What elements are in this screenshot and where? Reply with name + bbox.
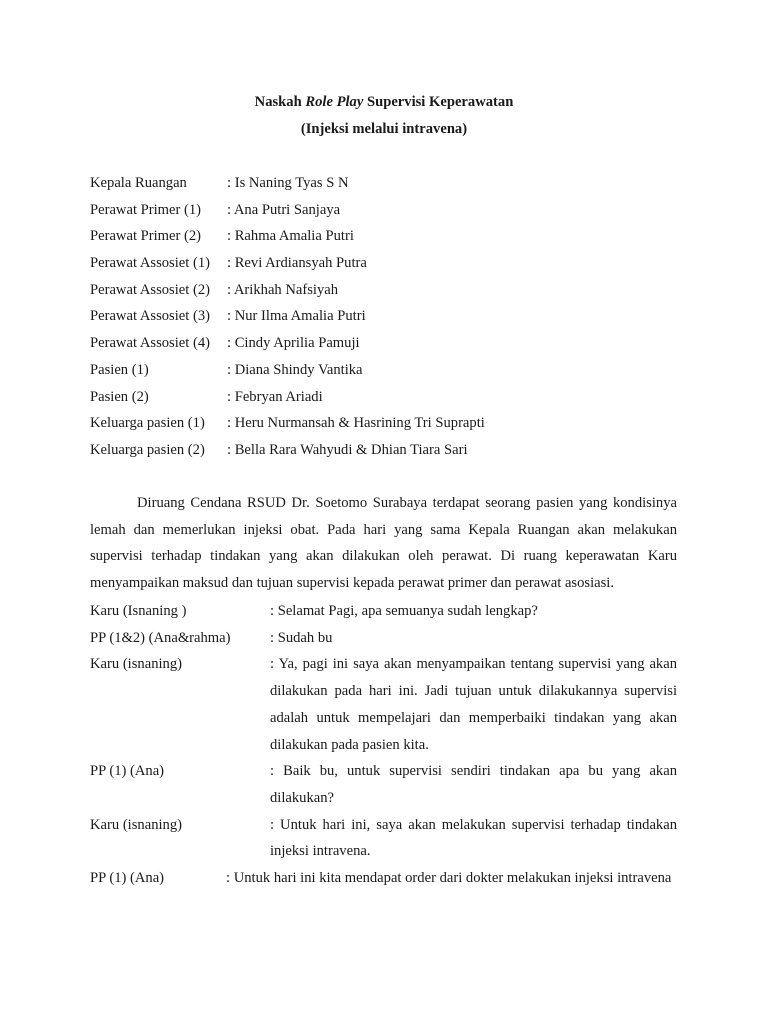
cast-name: : Is Naning Tyas S N: [227, 175, 349, 191]
cast-name: : Rahma Amalia Putri: [227, 228, 354, 245]
cast-role: Keluarga pasien (1): [90, 415, 205, 432]
cast-role: Keluarga pasien (2): [90, 441, 205, 458]
dialog-text: : Untuk hari ini, saya akan melakukan supervisi terhadap tindakan injeksi intravena.: [270, 816, 677, 860]
cast-name: : Heru Nurmansah & Hasrining Tri Suprapti: [227, 415, 485, 432]
cast-name: : Febryan Ariadi: [227, 388, 323, 405]
cast-name: : Cindy Aprilia Pamuji: [227, 335, 360, 352]
cast-name: : Revi Ardiansyah Putra: [227, 255, 367, 272]
dialog-speaker: PP (1) (Ana): [90, 763, 165, 780]
cast-name: : Nur Ilma Amalia Putri: [227, 308, 366, 325]
dialog-line: [90, 625, 677, 652]
dialog-line: [90, 758, 677, 811]
dialog-text: : Selamat Pagi, apa semuanya sudah lengkap?: [270, 603, 538, 619]
cast-name: : Diana Shindy Vantika: [227, 361, 363, 378]
dialog-speaker: PP (1) (Ana): [90, 870, 165, 887]
cast-role: Perawat Assosiet (1): [90, 255, 210, 272]
cast-role: Perawat Assosiet (4): [90, 335, 210, 352]
dialog-text: : Baik bu, untuk supervisi sendiri tindakan apa bu yang akan dilakukan?: [270, 763, 677, 806]
dialog-section: [90, 598, 677, 892]
dialog-line: [90, 651, 677, 758]
document-title: [0, 94, 768, 111]
dialog-line: [90, 598, 677, 625]
cast-name: : Arikhah Nafsiyah: [227, 281, 339, 298]
cast-role: Perawat Primer (2): [90, 228, 202, 245]
cast-name: : Ana Putri Sanjaya: [227, 201, 341, 218]
cast-role: Perawat Primer (1): [90, 201, 202, 218]
title-italic: Role Play: [305, 94, 364, 110]
title-prefix: Naskah: [254, 94, 306, 110]
dialog-speaker: PP (1&2) (Ana&rahma): [90, 629, 231, 646]
title-suffix: Supervisi Keperawatan: [363, 94, 514, 110]
dialog-line: [90, 812, 677, 865]
document-subtitle: (Injeksi melalui intravena): [300, 121, 468, 137]
dialog-text: : Sudah bu: [270, 629, 333, 646]
dialog-speaker: Karu (isnaning): [90, 816, 182, 833]
cast-role: Pasien (1): [90, 361, 149, 378]
cast-role: Pasien (2): [90, 388, 149, 405]
cast-role: Kepala Ruangan: [90, 175, 187, 191]
intro-paragraph: Diruang Cendana RSUD Dr. Soetomo Surabaya terdapat seorang pasien yang kondisinya lemah dan memerlukan injeksi obat. Pada hari yang sama Kepala Ruangan akan melakukan supervisi terhadap tindakan yang akan dilakukan oleh perawat. Di ruang keperawatan Karu menyampaikan maksud dan tujuan supervisi kepada perawat primer dan perawat asosiasi.: [90, 495, 677, 592]
cast-role: Perawat Assosiet (2): [90, 281, 210, 298]
dialog-speaker: Karu (Isnaning ): [90, 603, 187, 619]
cast-role: Perawat Assosiet (3): [90, 308, 210, 325]
dialog-text: : Untuk hari ini kita mendapat order dari dokter melakukan injeksi intravena: [226, 870, 672, 887]
dialog-line: [90, 865, 677, 892]
dialog-speaker: Karu (isnaning): [90, 656, 182, 673]
dialog-text: : Ya, pagi ini saya akan menyampaikan tentang supervisi yang akan dilakukan pada hari ini. Jadi tujuan untuk dilakukannya supervisi adalah untuk mempelajari dan memperbaiki tindakan yang akan dilakukan pada pasien kita.: [270, 656, 677, 753]
cast-name: : Bella Rara Wahyudi & Dhian Tiara Sari: [227, 441, 468, 458]
